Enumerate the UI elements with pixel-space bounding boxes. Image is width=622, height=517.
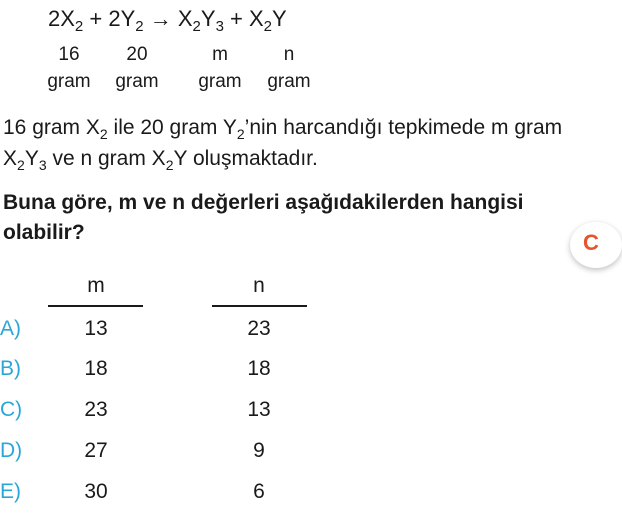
option-d-m: 27 xyxy=(84,439,108,462)
option-b-label[interactable]: B) xyxy=(0,357,21,380)
plus-sign: + xyxy=(223,6,249,31)
option-a-m: 13 xyxy=(84,317,108,340)
column-header-n: n xyxy=(253,274,265,297)
stem-line-2: $X_2Y_3$ ve n gram $X_2Y$ oluşmaktadır. xyxy=(3,147,318,173)
product-2: $X_2Y$ xyxy=(248,6,287,35)
amount-unit: gram xyxy=(198,71,242,92)
amount-value: m xyxy=(212,44,228,65)
option-e-m: 30 xyxy=(84,480,108,503)
amount-value: 20 xyxy=(126,44,148,65)
amount-unit: gram xyxy=(115,71,159,92)
option-e-n: 6 xyxy=(253,480,265,503)
stem-line-1: 16 gram $X_2$ ile 20 gram $Y_2’nin$ harcandığı tepkimede m gram xyxy=(3,116,563,142)
option-c-m: 23 xyxy=(84,398,108,421)
amount-value: 16 xyxy=(58,44,80,65)
option-b-n: 18 xyxy=(247,357,271,380)
option-a-label[interactable]: A) xyxy=(0,317,21,340)
header-rule-n xyxy=(212,305,307,307)
column-header-m: m xyxy=(87,274,105,297)
reaction-arrow: → xyxy=(143,6,178,31)
question-line-1: Buna göre, m ve n değerleri aşağıdakilerden hangisi xyxy=(3,191,524,214)
question-line-2: olabilir? xyxy=(3,221,85,244)
amount-unit: gram xyxy=(267,71,311,92)
option-e-label[interactable]: E) xyxy=(0,480,21,503)
header-rule-m xyxy=(48,305,143,307)
plus-sign: + xyxy=(83,6,109,31)
amount-value: n xyxy=(283,44,295,65)
option-c-label[interactable]: C) xyxy=(0,398,23,421)
reactant-2: $2Y_2$ xyxy=(108,6,144,35)
option-d-n: 9 xyxy=(253,439,265,462)
amount-unit: gram xyxy=(47,71,91,92)
option-a-n: 23 xyxy=(247,317,271,340)
answer-badge[interactable] xyxy=(570,222,622,268)
product-1: $X_2Y_3$ xyxy=(177,6,224,35)
chemical-equation xyxy=(48,6,287,35)
reactant-1: $2X_2$ xyxy=(48,6,84,35)
option-c-n: 13 xyxy=(247,398,271,421)
option-b-m: 18 xyxy=(84,357,108,380)
option-d-label[interactable]: D) xyxy=(0,439,23,462)
question-text xyxy=(3,188,603,248)
badge-letter: C xyxy=(583,230,599,255)
